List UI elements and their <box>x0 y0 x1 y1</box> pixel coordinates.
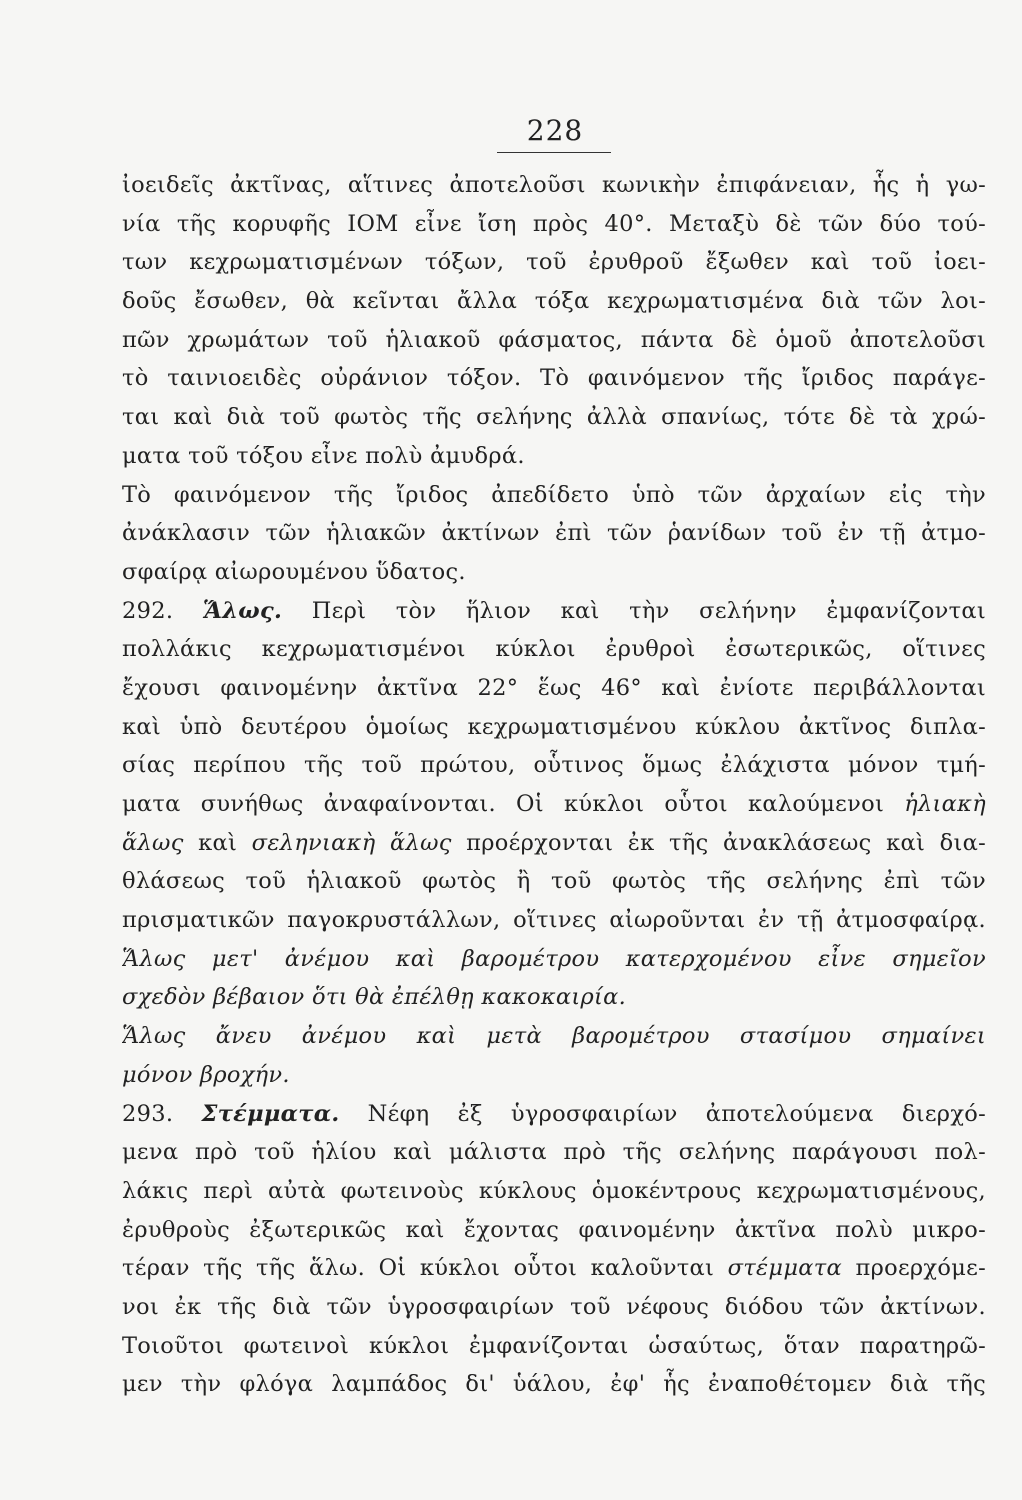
text-line: δοῦς ἔσωθεν, θὰ κεῖνται ἄλλα τόξα κεχρωματισμένα διὰ τῶν λοι- <box>122 288 986 315</box>
text-line: ἐρυθροὺς ἐξωτερικῶς καὶ ἔχοντας φαινομένην ἀκτῖνα πολὺ μικρο- <box>122 1216 986 1243</box>
text-line: θλάσεως τοῦ ἡλιακοῦ φωτὸς ἢ τοῦ φωτὸς τῆς σελήνης ἐπὶ τῶν <box>122 868 986 895</box>
proverb-line: Ἅλως μετ' ἀνέμου καὶ βαρομέτρου κατερχομένου εἶνε σημεῖον <box>122 945 986 972</box>
text-line: ἀνάκλασιν τῶν ἡλιακῶν ἀκτίνων ἐπὶ τῶν ῥανίδων τοῦ ἐν τῇ ἀτμο- <box>122 520 986 547</box>
text-line: ματα συνήθως ἀναφαίνονται. Οἱ κύκλοι οὗτοι καλούμενοι ἡλιακὴ <box>122 791 986 817</box>
text-line: Τοιοῦτοι φωτεινοὶ κύκλοι ἐμφανίζονται ὡσαύτως, ὅταν παρατηρῶ- <box>122 1332 986 1359</box>
text-line: ἔχουσι φαινομένην ἀκτῖνα 22° ἕως 46° καὶ ἐνίοτε περιβάλλονται <box>122 674 986 701</box>
proverb-line: μόνον βροχήν. <box>122 1061 290 1088</box>
text-line: μενα πρὸ τοῦ ἡλίου καὶ μάλιστα πρὸ τῆς σελήνης παράγουσι πολ- <box>122 1139 986 1166</box>
proverb-line: Ἅλως ἄνευ ἀνέμου καὶ μετὰ βαρομέτρου στασίμου σημαίνει <box>122 1023 986 1050</box>
body-text <box>122 166 986 1404</box>
page-number: 228 <box>526 114 584 147</box>
text-line: πῶν χρωμάτων τοῦ ἡλιακοῦ φάσματος, πάντα δὲ ὁμοῦ ἀποτελοῦσι <box>122 326 986 353</box>
text-line: τὸ ταινιοειδὲς οὐράνιον τόξον. Τὸ φαινόμενον τῆς ἴριδος παράγε- <box>122 365 986 392</box>
text-line: τέραν τῆς τῆς ἅλω. Οἱ κύκλοι οὗτοι καλοῦνται στέμματα προερχόμε- <box>122 1255 986 1282</box>
section-heading-line: 293. Στέμματα. Νέφη ἐξ ὑγροσφαιρίων ἀποτελούμενα διερχό- <box>122 1100 986 1127</box>
text-line: σφαίρᾳ αἰωρουμένου ὕδατος. <box>122 558 466 585</box>
text-line: λάκις περὶ αὐτὰ φωτεινοὺς κύκλους ὁμοκέντρους κεχρωματισμένους, <box>122 1177 986 1204</box>
text-line: πρισματικῶν παγοκρυστάλλων, οἵτινες αἰωροῦνται ἐν τῇ ἀτμοσφαίρᾳ. <box>122 907 986 934</box>
header-rule <box>497 152 611 153</box>
section-heading-line: 292. Ἅλως. Περὶ τὸν ἥλιον καὶ τὴν σελήνην ἐμφανίζονται <box>122 597 986 624</box>
text-line: πολλάκις κεχρωματισμένοι κύκλοι ἐρυθροὶ ἐσωτερικῶς, οἵτινες <box>122 636 986 663</box>
text-line: νοι ἐκ τῆς διὰ τῶν ὑγροσφαιρίων τοῦ νέφους διόδου τῶν ἀκτίνων. <box>122 1293 986 1320</box>
text-line: ἰοειδεῖς ἀκτῖνας, αἵτινες ἀποτελοῦσι κωνικὴν ἐπιφάνειαν, ἧς ἡ γω- <box>122 172 986 198</box>
text-line: σίας περίπου τῆς τοῦ πρώτου, οὗτινος ὅμως ἐλάχιστα μόνον τμή- <box>122 752 986 779</box>
text-line: ἅλως καὶ σεληνιακὴ ἅλως προέρχονται ἐκ τῆς ἀνακλάσεως καὶ δια- <box>122 829 986 856</box>
text-line: ται καὶ διὰ τοῦ φωτὸς τῆς σελήνης ἀλλὰ σπανίως, τότε δὲ τὰ χρώ- <box>122 404 986 431</box>
text-line: ματα τοῦ τόξου εἶνε πολὺ ἀμυδρά. <box>122 442 525 469</box>
text-line: των κεχρωματισμένων τόξων, τοῦ ἐρυθροῦ ἔξωθεν καὶ τοῦ ἰοει- <box>122 249 986 276</box>
proverb-line: σχεδὸν βέβαιον ὅτι θὰ ἐπέλθῃ κακοκαιρία. <box>122 984 627 1011</box>
text-line: νία τῆς κορυφῆς ΙΟΜ εἶνε ἴση πρὸς 40°. Μεταξὺ δὲ τῶν δύο τού- <box>122 210 986 237</box>
text-line: Τὸ φαινόμενον τῆς ἴριδος ἀπεδίδετο ὑπὸ τῶν ἀρχαίων εἰς τὴν <box>122 481 986 508</box>
text-line: καὶ ὑπὸ δευτέρου ὁμοίως κεχρωματισμένου κύκλου ἀκτῖνος διπλα- <box>122 713 986 740</box>
text-line: μεν τὴν φλόγα λαμπάδος δι' ὑάλου, ἐφ' ἧς ἐναποθέτομεν διὰ τῆς <box>122 1371 986 1398</box>
section-title: Ἅλως. <box>202 597 283 624</box>
section-title: Στέμματα. <box>201 1100 340 1127</box>
